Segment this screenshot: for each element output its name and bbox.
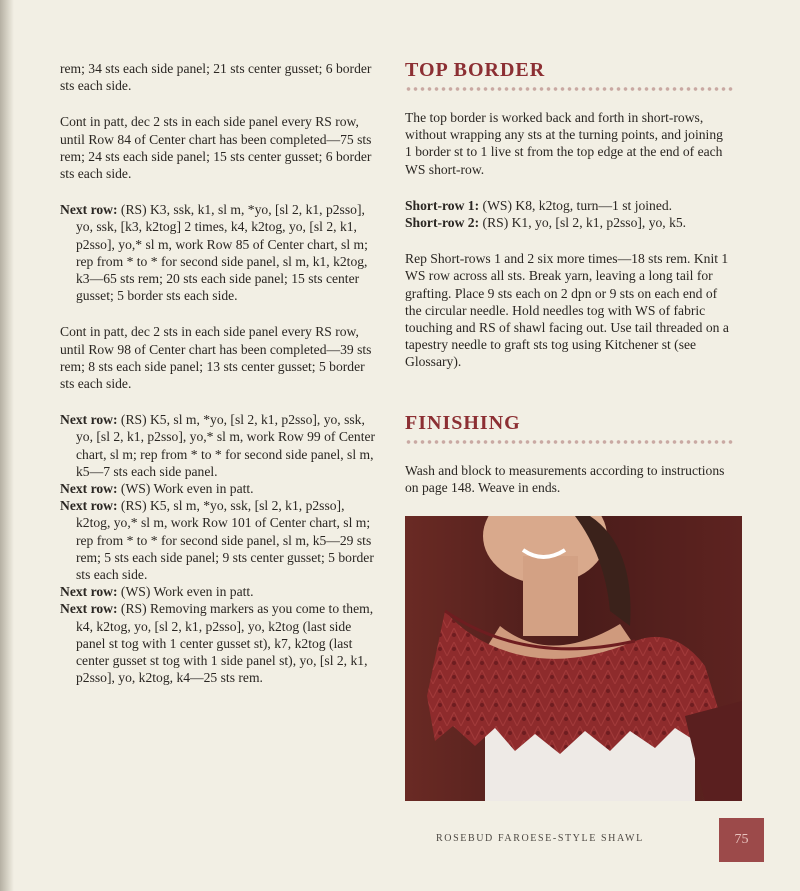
row-list (60, 411, 378, 686)
running-title: ROSEBUD FAROESE-STYLE SHAWL (436, 833, 644, 844)
short-row-label: Short-row 1: (405, 197, 480, 213)
heading-dot-rule (405, 438, 733, 446)
section-heading-finishing: FINISHING (405, 411, 521, 434)
row-text: (RS) K5, sl m, *yo, ssk, [sl 2, k1, p2sso], k2tog, yo,* sl m, work Row 101 of Center chart, sl m; rep from * to * for second side panel, sl m, k5—29 sts rem; 5 sts each side panel; 9 sts center gusset; 5 border sts each side. (76, 498, 374, 583)
row-label: Next row: (60, 202, 118, 218)
heading-dot-rule (405, 85, 733, 93)
short-row-2 (405, 214, 733, 231)
list-item (60, 497, 378, 583)
book-binding-shadow (0, 0, 14, 891)
list-item (60, 583, 378, 600)
paragraph-next-row-85 (60, 201, 378, 304)
list-item (60, 600, 378, 686)
row-text: (RS) K5, sl m, *yo, [sl 2, k1, p2sso], yo, ssk, yo, [sl 2, k1, p2sso], yo,* sl m, work Row 99 of Center chart, sl m; rep from * to * for second side panel, sl m, k5—7 sts each side panel. (76, 412, 376, 479)
row-text: (WS) Work even in patt. (117, 481, 254, 497)
finishing-body: Wash and block to measurements according to instructions on page 148. Weave in ends. (405, 462, 725, 495)
list-item (60, 480, 378, 497)
row-label: Next row: (60, 584, 118, 600)
paragraph-dec-row-98: Cont in patt, dec 2 sts in each side panel every RS row, until Row 98 of Center chart has been completed—39 sts rem; 8 sts each side panel; 13 sts center gusset; 5 border sts each side. (60, 324, 372, 392)
short-row-label: Short-row 2: (405, 215, 480, 231)
list-item (60, 411, 378, 480)
left-column (60, 60, 378, 687)
top-border-body: Rep Short-rows 1 and 2 six more times—18 sts rem. Knit 1 WS row across all sts. Break yarn, leaving a long tail for grafting. Place 9 sts each on 2 dpn or 9 sts on each end of the circular needle. Hold needles tog with WS of fabric touching and RS of shawl facing out. Use tail threaded on a tapestry needle to graft sts tog using Kitchener st (see Glossary). (405, 251, 729, 370)
row-label: Next row: (60, 481, 118, 497)
shawl-photo (405, 516, 742, 801)
row-text: (RS) K3, ssk, k1, sl m, *yo, [sl 2, k1, p2sso], yo, ssk, [k3, k2tog] 2 times, k4, k2tog, yo, [sl 2, k1, p2sso], yo,* sl m, work Row 85 of Center chart, sl m; rep from * to * for second side panel, sl m, k1, k2tog, k3—65 sts rem; 20 sts each side panel; 15 sts center gusset; 5 border sts each side. (76, 202, 368, 304)
page-number: 75 (719, 818, 764, 862)
short-row-text: (WS) K8, k2tog, turn—1 st joined. (479, 197, 673, 213)
short-row-1 (405, 197, 733, 214)
section-heading-top-border: TOP BORDER (405, 59, 546, 81)
row-label: Next row: (60, 412, 118, 428)
top-border-intro: The top border is worked back and forth in short-rows, without wrapping any sts at the turning points, and joining 1 border st to 1 live st from the top edge at the end of each WS short-row. (405, 110, 723, 177)
right-column (405, 58, 733, 515)
row-text: (RS) Removing markers as you come to them, k4, k2tog, yo, [sl 2, k1, p2sso], yo, k2tog (last side panel st tog with 1 center gusset st), k7, k2tog (last center gusset st tog with 1 side panel st), yo, [sl 2, k1, p2sso], yo, k2tog, k4—25 sts rem. (76, 601, 374, 686)
row-text: (WS) Work even in patt. (117, 584, 254, 600)
row-label: Next row: (60, 498, 118, 514)
row-label: Next row: (60, 601, 118, 617)
short-row-text: (RS) K1, yo, [sl 2, k1, p2sso], yo, k5. (479, 215, 687, 231)
paragraph-continued: rem; 34 sts each side panel; 21 sts center gusset; 6 border sts each side. (60, 61, 372, 94)
paragraph-dec-row-84: Cont in patt, dec 2 sts in each side panel every RS row, until Row 84 of Center chart has been completed—75 sts rem; 24 sts each side panel; 15 sts center gusset; 6 border sts each side. (60, 114, 372, 182)
